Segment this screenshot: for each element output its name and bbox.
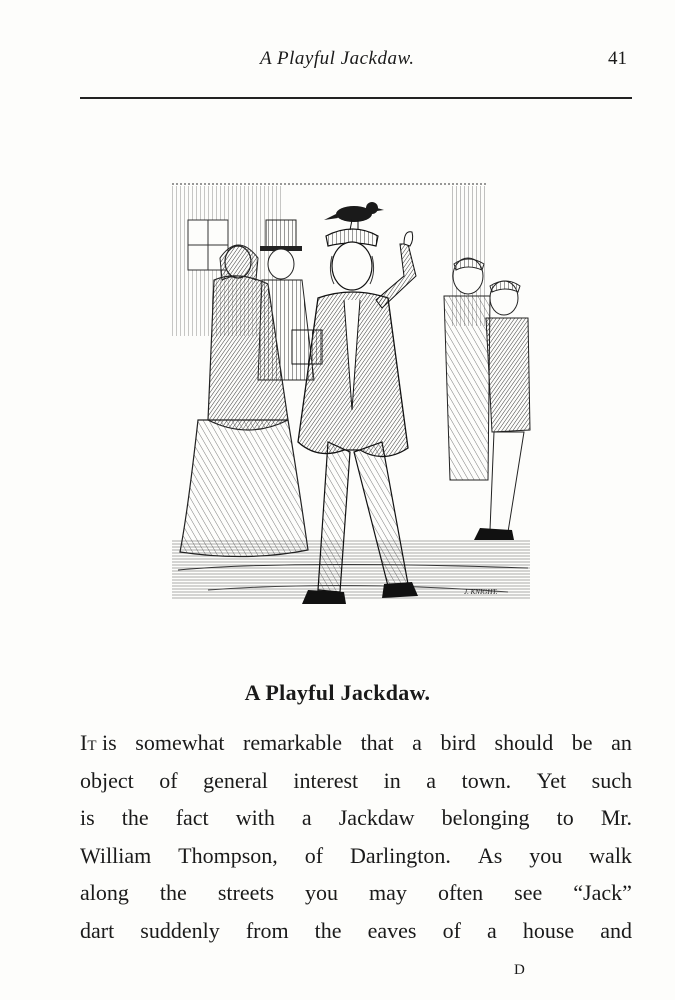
- word: Darlington.: [350, 842, 451, 868]
- engraving-illustration: [168, 180, 540, 626]
- jackdaw-bird: [324, 202, 384, 230]
- word: should: [494, 730, 554, 755]
- word: such: [591, 767, 632, 793]
- word: the: [314, 917, 342, 943]
- word: a: [301, 805, 312, 830]
- word: a: [412, 730, 422, 755]
- line-text: [102, 724, 632, 762]
- line-text: [80, 799, 632, 837]
- word: walk: [589, 842, 632, 868]
- word: general: [203, 767, 268, 793]
- word: belonging: [441, 805, 530, 830]
- word: often: [437, 880, 484, 905]
- word: of: [442, 917, 461, 943]
- word: an: [611, 730, 632, 755]
- line-text: [80, 874, 632, 912]
- word: dart: [80, 917, 115, 943]
- word: along: [80, 880, 129, 905]
- word: to: [556, 805, 574, 830]
- figure-boys-right: [444, 258, 530, 540]
- word: may: [369, 880, 407, 905]
- chapter-title: A Playful Jackdaw.: [244, 680, 431, 705]
- word: “Jack”: [573, 880, 632, 905]
- word: town.: [461, 767, 512, 793]
- word: in: [383, 767, 401, 793]
- word: house: [522, 917, 575, 943]
- text-line: [80, 912, 632, 950]
- word: of: [159, 767, 178, 793]
- word: you: [305, 880, 339, 905]
- word: bird: [440, 730, 476, 755]
- text-line: [80, 724, 632, 762]
- word: As: [477, 842, 503, 868]
- word: a: [426, 767, 437, 793]
- word: Yet: [536, 767, 567, 793]
- word: is: [80, 805, 95, 830]
- word: from: [245, 917, 289, 943]
- word: fact: [175, 805, 209, 830]
- text-line: [80, 837, 632, 875]
- body-text: [80, 724, 632, 949]
- word: Mr.: [600, 805, 632, 830]
- text-line: [80, 799, 632, 837]
- word: eaves: [367, 917, 417, 943]
- word: suddenly: [140, 917, 220, 943]
- word: you: [529, 842, 563, 868]
- line-text: [80, 762, 632, 800]
- word: object: [80, 767, 134, 793]
- word: interest: [293, 767, 359, 793]
- word: that: [360, 730, 394, 755]
- text-line: [80, 762, 632, 800]
- signature-mark: D: [514, 962, 525, 978]
- line-text: [80, 912, 632, 950]
- word: somewhat: [135, 730, 225, 755]
- word: Thompson,: [178, 842, 278, 868]
- engraver-signature: J. KNIGHT.: [464, 588, 498, 596]
- page-number: 41: [608, 48, 627, 69]
- word: streets: [217, 880, 275, 905]
- word: with: [235, 805, 275, 830]
- word: William: [80, 842, 152, 868]
- word: remarkable: [243, 730, 342, 755]
- header-rule: [80, 97, 632, 99]
- drop-word: It: [80, 730, 97, 755]
- running-head: [0, 44, 675, 74]
- running-title: A Playful Jackdaw.: [260, 48, 415, 69]
- word: is: [102, 730, 117, 755]
- word: the: [159, 880, 187, 905]
- word: the: [121, 805, 149, 830]
- line-text: [80, 837, 632, 875]
- word: a: [486, 917, 497, 943]
- word: be: [571, 730, 593, 755]
- word: Jackdaw: [338, 805, 415, 830]
- word: of: [304, 842, 324, 868]
- text-line: [80, 874, 632, 912]
- word: and: [600, 917, 632, 943]
- word: see: [514, 880, 543, 905]
